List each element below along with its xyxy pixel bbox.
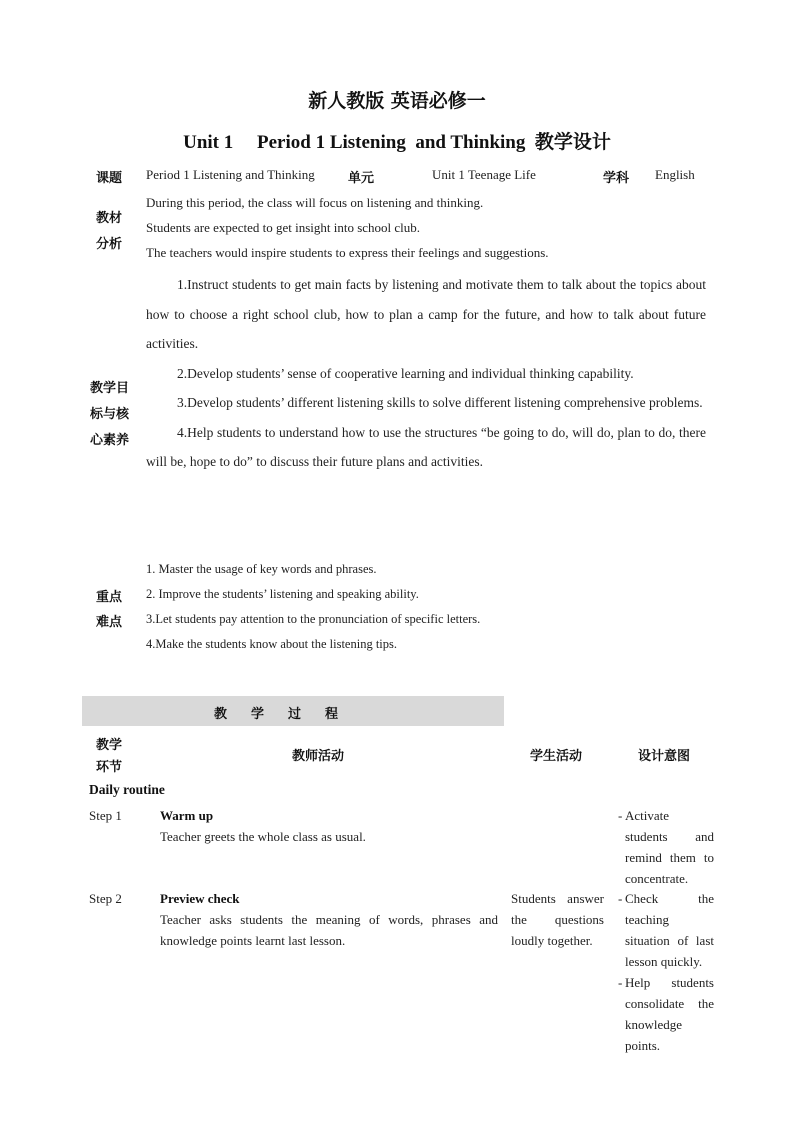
- keypoints-label-line1: 重点: [96, 590, 123, 605]
- materials-line: During this period, the class will focus on listening and thinking.: [146, 195, 484, 210]
- keypoint-line: 3.Let students pay attention to the pronunciation of specific letters.: [146, 612, 481, 626]
- subject-label: 学科: [603, 171, 630, 186]
- topic-value: Period 1 Listening and Thinking: [146, 167, 315, 182]
- teacher-activity-text: Teacher greets the whole class as usual.: [160, 829, 366, 844]
- process-banner: [82, 696, 504, 726]
- design-intent: [618, 805, 714, 889]
- objective-item: 3.Develop students’ different listening skills to solve different listening comprehensive problems.: [177, 395, 703, 410]
- intent-dash: -: [618, 808, 623, 823]
- stage-header-line1: 教学: [96, 738, 123, 753]
- intent-dash: -: [618, 975, 623, 990]
- section-daily-routine: Daily routine: [89, 782, 165, 797]
- materials-label-line1: 教材: [96, 211, 123, 226]
- objectives-label-line3: 心素养: [90, 433, 130, 448]
- subject-value: English: [655, 167, 695, 182]
- step-label: Step 1: [89, 808, 122, 823]
- objectives-label-line1: 教学目: [90, 381, 130, 396]
- step-label: Step 2: [89, 891, 122, 906]
- topic-label: 课题: [96, 171, 123, 186]
- lesson-title: Unit 1 Period 1 Listening and Thinking 教学设计: [183, 132, 611, 153]
- objective-item: 2.Develop students’ sense of cooperative learning and individual thinking capability.: [177, 365, 634, 381]
- document-title: 新人教版 英语必修一: [308, 90, 486, 112]
- keypoints-text: [146, 557, 746, 657]
- teacher-activity-header: 教师活动: [292, 749, 345, 764]
- materials-line: Students are expected to get insight into school club.: [146, 220, 421, 235]
- teacher-activity: [160, 888, 498, 951]
- keypoints-label-line2: 难点: [96, 615, 123, 630]
- materials-text: [146, 190, 746, 265]
- unit-label: 单元: [348, 171, 375, 186]
- objective-item: 1.Instruct students to get main facts by listening and motivate them to talk about the topics about how to choose a right school club, how to plan a camp for the future, and how to talk about future activities.: [146, 277, 706, 351]
- student-activity-header: 学生活动: [530, 749, 583, 764]
- objectives-text: [146, 270, 706, 477]
- step-title: Preview check: [160, 891, 240, 906]
- intent-item: [618, 805, 714, 889]
- materials-label-line2: 分析: [96, 237, 123, 252]
- materials-line: The teachers would inspire students to express their feelings and suggestions.: [146, 245, 549, 260]
- stage-header-line2: 环节: [96, 760, 123, 775]
- design-intent: [618, 888, 714, 1056]
- objectives-label-line2: 标与核: [90, 407, 130, 422]
- keypoint-line: 1. Master the usage of key words and phrases.: [146, 562, 377, 576]
- keypoint-line: 4.Make the students know about the listening tips.: [146, 637, 398, 651]
- keypoint-line: 2. Improve the students’ listening and speaking ability.: [146, 587, 419, 601]
- intent-dash: -: [618, 891, 623, 906]
- objective-item: 4.Help students to understand how to use the structures “be going to do, will do, plan to do, there will be, hope to do” to discuss their future plans and activities.: [146, 424, 706, 469]
- step-title: Warm up: [160, 808, 214, 823]
- student-activity: Students answer the questions loudly together.: [511, 891, 604, 948]
- intent-item: [618, 972, 714, 1056]
- intent-text: Help students consolidate the knowledge points.: [625, 975, 714, 1053]
- teacher-activity: [160, 805, 498, 847]
- intent-text: Check the teaching situation of last lesson quickly.: [625, 891, 714, 969]
- design-intent-header: 设计意图: [638, 749, 691, 764]
- unit-value: Unit 1 Teenage Life: [432, 167, 536, 182]
- intent-text: Activate students and remind them to concentrate.: [625, 808, 714, 886]
- teacher-activity-text: Teacher asks students the meaning of words, phrases and knowledge points learnt last lesson.: [160, 912, 498, 948]
- process-banner-title: 教学过程: [214, 707, 363, 722]
- intent-item: [618, 888, 714, 972]
